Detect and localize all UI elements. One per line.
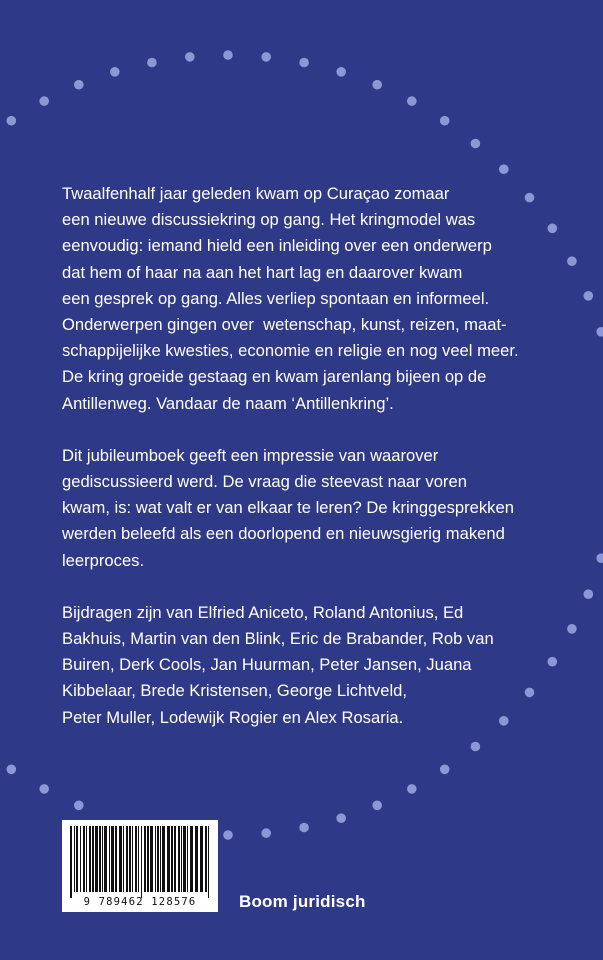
barcode-bar bbox=[132, 826, 133, 892]
decorative-dot bbox=[299, 823, 309, 833]
back-cover-text bbox=[62, 181, 582, 757]
decorative-dot bbox=[336, 813, 346, 823]
barcode-bar bbox=[178, 826, 180, 892]
barcode-bar bbox=[129, 826, 131, 892]
barcode-bar bbox=[141, 826, 142, 898]
text-line: Twaalfenhalf jaar geleden kwam op Curaçao zomaar bbox=[62, 184, 450, 203]
barcode-bar bbox=[80, 826, 81, 892]
barcode-bar bbox=[167, 826, 170, 892]
decorative-dot bbox=[147, 58, 157, 68]
barcode-bar bbox=[195, 826, 198, 892]
barcode-bar bbox=[138, 826, 139, 892]
barcode-bar bbox=[181, 826, 182, 892]
paragraph-contributors bbox=[62, 600, 582, 731]
text-line: Kibbelaar, Brede Kristensen, George Lichtveld, bbox=[62, 681, 407, 701]
barcode-bar bbox=[187, 826, 188, 892]
text-line: leerproces. bbox=[62, 550, 145, 570]
barcode-bar bbox=[126, 826, 128, 892]
decorative-dot bbox=[372, 80, 382, 90]
barcode-bar bbox=[155, 826, 156, 892]
barcode-bar bbox=[144, 826, 146, 892]
decorative-dot bbox=[499, 164, 509, 174]
paragraph-intro bbox=[62, 181, 582, 417]
barcode-bar bbox=[104, 826, 107, 892]
barcode-bar bbox=[123, 826, 124, 892]
barcode-bar bbox=[208, 826, 209, 898]
text-line: kwam, is: wat valt er van elkaar te leren? De kringgesprekken bbox=[62, 498, 514, 518]
barcode-bar bbox=[119, 826, 122, 892]
barcode-bar bbox=[111, 826, 114, 892]
barcode-bar bbox=[92, 826, 94, 892]
publisher-name-juridisch: juridisch bbox=[292, 892, 366, 911]
barcode-bar bbox=[102, 826, 103, 892]
text-line: werden beleefd als een doorlopend en nieuwsgierig makend bbox=[62, 524, 505, 544]
decorative-dot bbox=[407, 96, 417, 106]
barcode-bar bbox=[190, 826, 193, 892]
barcode-bar bbox=[183, 826, 186, 892]
decorative-dot bbox=[39, 784, 49, 794]
text-line: Antillenweg. Vandaar de naam ‘Antillenkring’. bbox=[62, 393, 394, 413]
barcode-bar bbox=[115, 826, 117, 892]
text-line: dat hem of haar na aan het hart lag en daarover kwam bbox=[62, 262, 463, 282]
decorative-dot bbox=[584, 291, 594, 301]
text-line: een nieuwe discussiekring op gang. Het kringmodel was bbox=[62, 210, 476, 230]
decorative-dot bbox=[74, 80, 84, 90]
barcode-bar bbox=[74, 826, 75, 892]
decorative-dot bbox=[407, 784, 417, 794]
decorative-dot bbox=[596, 327, 603, 337]
publisher-logo bbox=[239, 892, 366, 912]
isbn-number: 9 789462 128576 bbox=[83, 896, 197, 908]
barcode-bar bbox=[109, 826, 110, 892]
decorative-dot bbox=[440, 765, 450, 775]
text-line: Onderwerpen gingen over wetenschap, kunst, reizen, maat- bbox=[62, 315, 507, 335]
decorative-dot bbox=[471, 139, 481, 149]
barcode-bar bbox=[135, 826, 137, 892]
decorative-dot bbox=[185, 52, 195, 62]
decorative-dot bbox=[223, 830, 233, 840]
barcode-bar bbox=[171, 826, 173, 892]
barcode-bar bbox=[174, 826, 176, 892]
decorative-dot bbox=[223, 50, 233, 60]
barcode-bar bbox=[160, 826, 161, 892]
text-line: Bijdragen zijn van Elfried Aniceto, Roland Antonius, Ed bbox=[62, 602, 464, 622]
decorative-dot bbox=[7, 765, 17, 775]
decorative-dot bbox=[7, 116, 17, 126]
barcode-bar bbox=[162, 826, 165, 892]
decorative-dot bbox=[440, 116, 450, 126]
paragraph-jubilee bbox=[62, 443, 582, 574]
barcode-bar bbox=[200, 826, 203, 892]
barcode-bar bbox=[205, 826, 207, 892]
decorative-dot bbox=[110, 67, 120, 77]
decorative-dot bbox=[39, 96, 49, 106]
barcode-bar bbox=[95, 826, 98, 892]
text-line: Peter Muller, Lodewijk Rogier en Alex Rosaria. bbox=[62, 707, 404, 727]
decorative-dot bbox=[584, 589, 594, 599]
text-line: De kring groeide gestaag en kwam jarenlang bijeen op de bbox=[62, 367, 487, 387]
decorative-dot bbox=[261, 52, 271, 62]
decorative-dot bbox=[336, 67, 346, 77]
decorative-dot bbox=[299, 58, 309, 68]
text-line: Dit jubileumboek geeft een impressie van waarover bbox=[62, 445, 439, 465]
text-line: gediscussieerd werd. De vraag die steevast naar voren bbox=[62, 472, 467, 492]
decorative-dot bbox=[372, 801, 382, 811]
barcode-bar bbox=[76, 826, 78, 892]
barcode-bar bbox=[147, 826, 149, 892]
barcode-bar bbox=[86, 826, 87, 892]
barcode-bar bbox=[157, 826, 159, 892]
text-line: Bakhuis, Martin van den Blink, Eric de Brabander, Rob van bbox=[62, 629, 494, 649]
barcode-bar bbox=[89, 826, 91, 892]
decorative-dot bbox=[261, 828, 271, 838]
publisher-name-boom: Boom bbox=[239, 892, 288, 911]
barcode-bar bbox=[99, 826, 101, 892]
isbn-barcode bbox=[62, 820, 218, 912]
text-line: eenvoudig: iemand hield een inleiding over een onderwerp bbox=[62, 236, 492, 256]
barcode-bar bbox=[70, 826, 72, 898]
text-line: een gesprek op gang. Alles verliep spontaan en informeel. bbox=[62, 288, 490, 308]
barcode-bar bbox=[83, 826, 85, 892]
decorative-dot bbox=[596, 553, 603, 563]
decorative-dot bbox=[74, 801, 84, 811]
barcode-bar bbox=[150, 826, 153, 892]
text-line: Buiren, Derk Cools, Jan Huurman, Peter Jansen, Juana bbox=[62, 655, 472, 675]
text-line: schappijelijke kwesties, economie en religie en nog veel meer. bbox=[62, 341, 519, 361]
